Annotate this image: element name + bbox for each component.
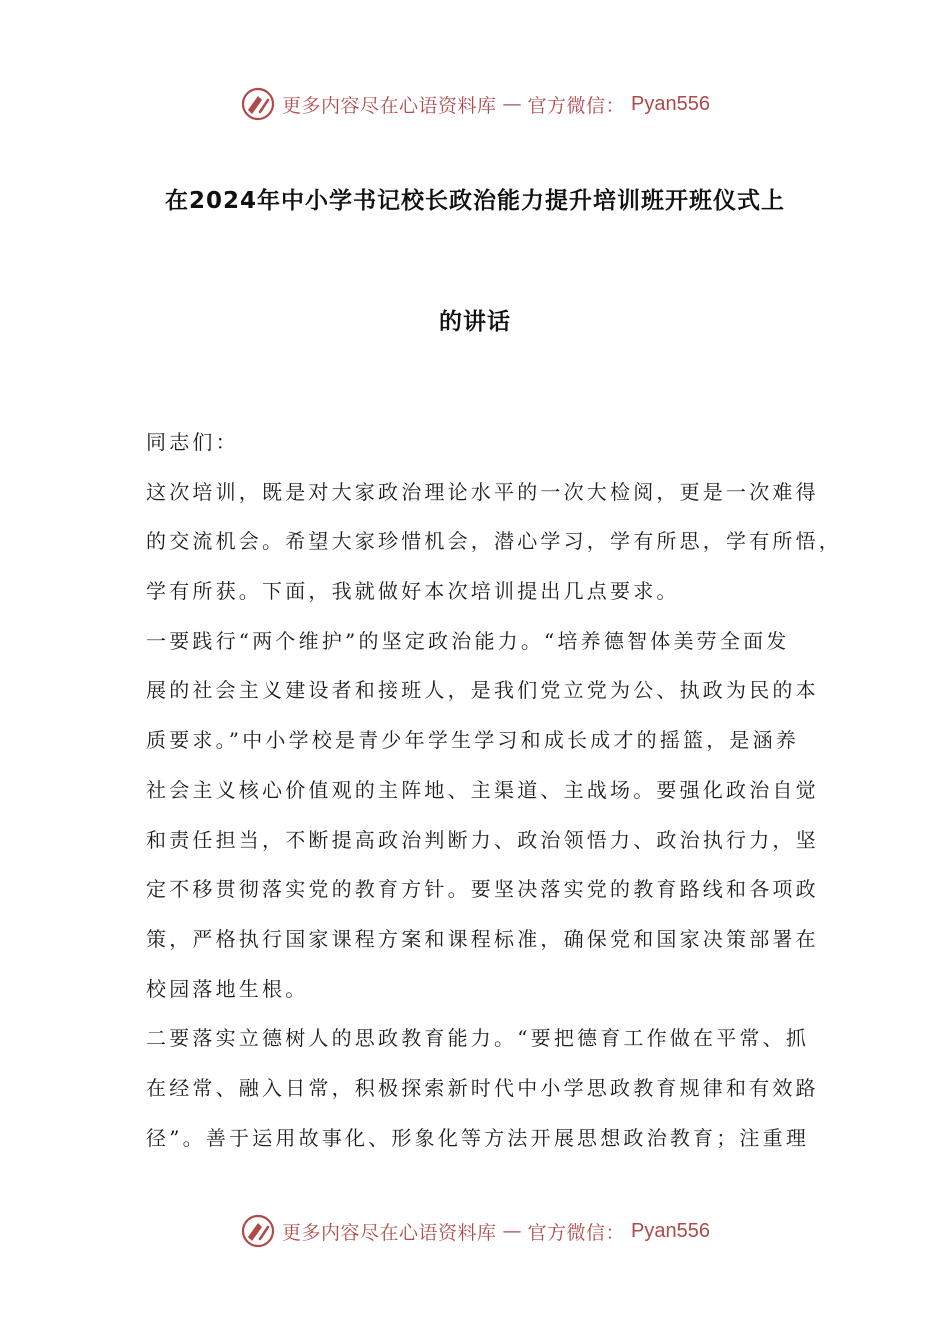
- watermark-code: Pyan556: [631, 1219, 710, 1242]
- body-line: 和责任担当，不断提高政治判断力、政治领悟力、政治执行力，坚: [146, 827, 819, 852]
- watermark-separator: —: [502, 1220, 522, 1242]
- body-line: 策，严格执行国家课程方案和课程标准，确保党和国家决策部署在: [146, 926, 819, 951]
- body-line: 在经常、融入日常，积极探索新时代中小学思政教育规律和有效路: [146, 1075, 819, 1100]
- watermark-separator: —: [502, 93, 522, 115]
- body-line: 校园落地生根。: [146, 976, 309, 1001]
- body-line: 质要求。”中小学校是青少年学生学习和成长成才的摇篮，是涵养: [146, 728, 800, 753]
- watermark-text: 更多内容尽在心语资料库: [282, 1221, 497, 1244]
- book-logo-icon: [240, 86, 276, 122]
- body-line: 径”。善于运用故事化、形象化等方法开展思想政治教育；注重理: [146, 1125, 810, 1150]
- watermark-text: 更多内容尽在心语资料库: [282, 94, 497, 117]
- body-line: 的交流机会。希望大家珍惜机会，潜心学习，学有所思，学有所悟，: [146, 529, 842, 554]
- document-title-line-1: 在2024年中小学书记校长政治能力提升培训班开班仪式上: [164, 188, 785, 214]
- body-line: 一要践行“两个维护”的坚定政治能力。“培养德智体美劳全面发: [146, 628, 790, 653]
- document-body: [146, 418, 842, 1163]
- body-line: 二要落实立德树人的思政教育能力。“要把德育工作做在平常、抓: [146, 1026, 810, 1051]
- body-line: 定不移贯彻落实党的教育方针。要坚决落实党的教育路线和各项政: [146, 877, 819, 902]
- book-logo-icon: [240, 1213, 276, 1249]
- body-line: 社会主义核心价值观的主阵地、主渠道、主战场。要强化政治自觉: [146, 777, 819, 802]
- body-line: 这次培训，既是对大家政治理论水平的一次大检阅，更是一次难得: [146, 479, 819, 504]
- body-line: 同志们：: [146, 430, 239, 454]
- watermark-label: 官方微信：: [527, 94, 626, 117]
- header-watermark: [0, 86, 950, 122]
- body-line: 展的社会主义建设者和接班人，是我们党立党为公、执政为民的本: [146, 678, 819, 703]
- document-title-line-2: 的讲话: [439, 309, 511, 335]
- body-line: 学有所获。下面，我就做好本次培训提出几点要求。: [146, 579, 680, 604]
- watermark-label: 官方微信：: [527, 1221, 626, 1244]
- footer-watermark: [0, 1213, 950, 1249]
- watermark-code: Pyan556: [631, 92, 710, 115]
